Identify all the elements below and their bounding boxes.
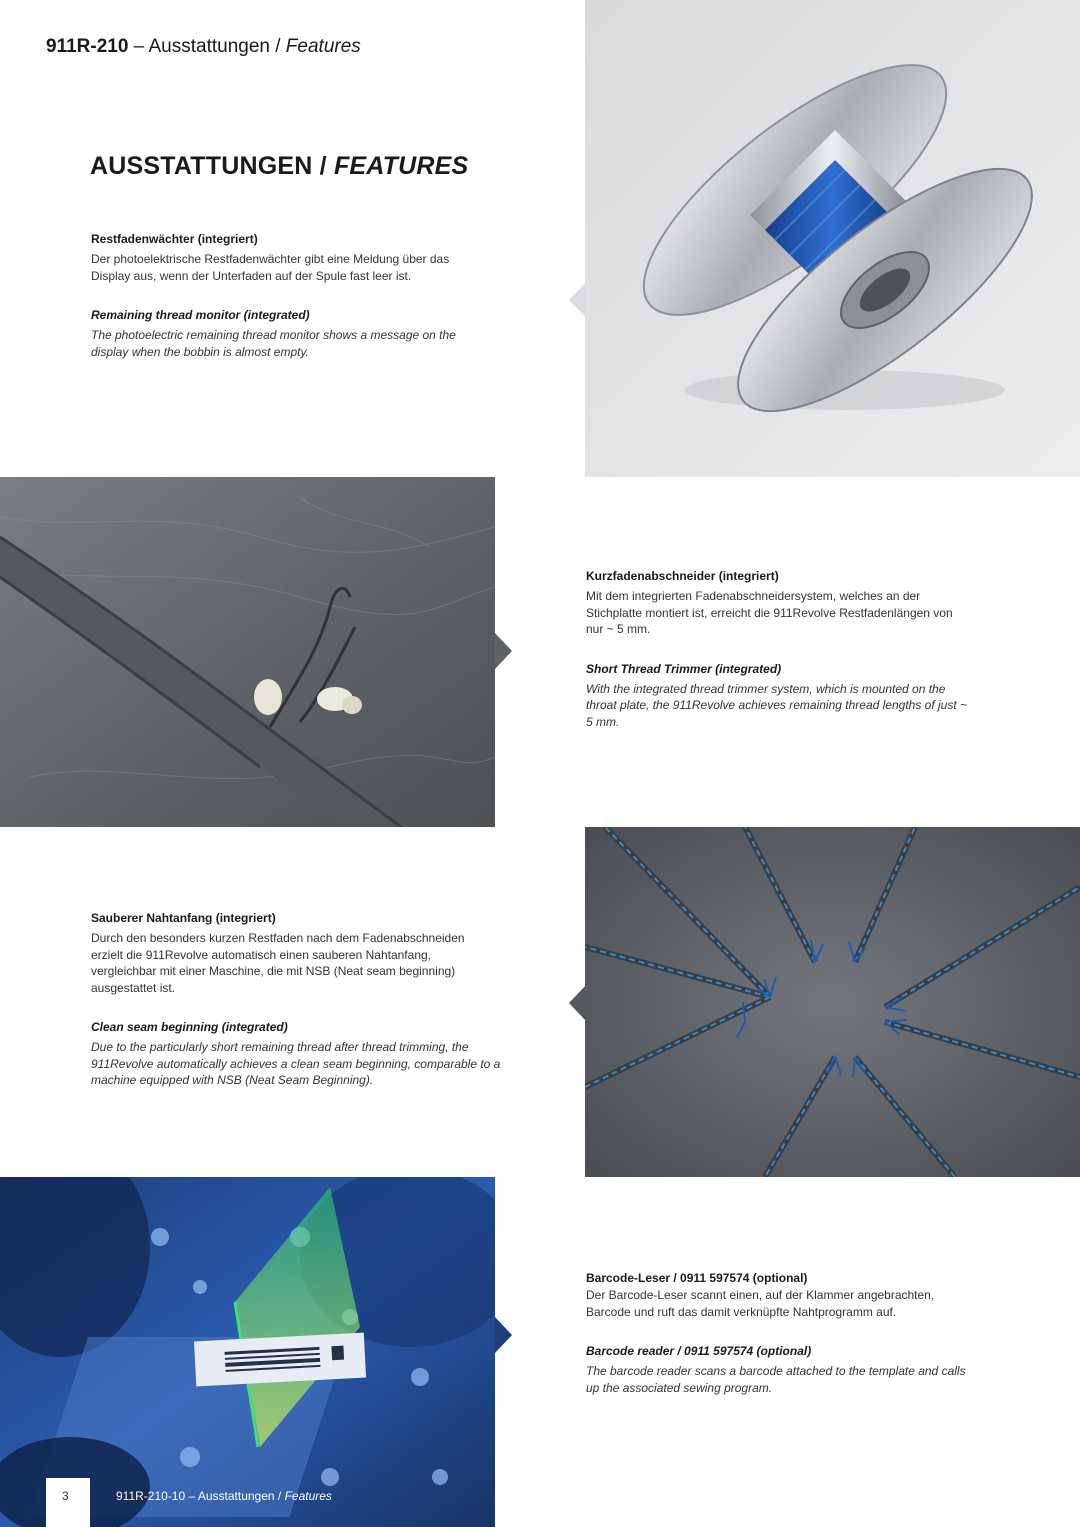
feature-barcode-reader xyxy=(586,1271,970,1396)
footer-text xyxy=(116,1489,332,1503)
pointer-arrow-3 xyxy=(569,985,586,1021)
feature-text-de: Durch den besonders kurzen Restfaden nach dem Fadenabschneiden erzielt die 911Revolve automatisch einen sauberen Nahtanfang, vergleichbar mit einer Maschine, die mit NSB (Neat seam beginning) ausgestattet ist. xyxy=(91,931,465,995)
footer-title-en: Features xyxy=(284,1489,332,1503)
feature-text-en: The barcode reader scans a barcode attached to the template and calls up the associated sewing program. xyxy=(586,1364,966,1395)
header-separator: – Ausstattungen / xyxy=(128,36,286,57)
feature-text-en: With the integrated thread trimmer system, which is mounted on the throat plate, the 911Revolve achieves remaining thread lengths of just ~ 5 mm. xyxy=(586,681,968,729)
feature-title-en: Short Thread Trimmer (integrated) xyxy=(586,661,782,676)
feature-title-en: Barcode reader / 0911 597574 (optional) xyxy=(586,1344,812,1358)
feature-clean-seam-beginning xyxy=(91,911,501,1089)
feature-title-en: Clean seam beginning (integrated) xyxy=(91,1020,288,1034)
feature-remaining-thread-monitor xyxy=(91,232,491,360)
feature-text-en: Due to the particularly short remaining thread after thread trimming, the 911Revolve automatically achieves a clean seam beginning, comparable to a machine equipped with NSB (Neat Seam Beginning). xyxy=(91,1040,501,1087)
bobbin-photo xyxy=(585,0,1080,477)
barcode-scanner-photo xyxy=(0,1177,495,1527)
pointer-arrow-2 xyxy=(495,633,512,669)
header-model: 911R-210 xyxy=(46,36,129,57)
feature-title-de: Kurzfadenabschneider (integriert) xyxy=(586,569,779,583)
pointer-arrow-4 xyxy=(495,1317,512,1353)
feature-text-de: Der photoelektrische Restfadenwächter gibt eine Meldung über das Display aus, wenn der Unterfaden auf der Spule fast leer ist. xyxy=(91,252,450,283)
feature-title-de: Restfadenwächter (integriert) xyxy=(91,232,258,246)
page-title xyxy=(90,152,468,181)
thread-trim-photo xyxy=(0,477,495,827)
document-header xyxy=(46,36,361,58)
seam-star-photo xyxy=(585,827,1080,1177)
page-title-de: AUSSTATTUNGEN / xyxy=(90,152,334,180)
page-number: 3 xyxy=(62,1489,69,1503)
feature-text-de: Mit dem integrierten Fadenabschneidersystem, welches an der Stichplatte montiert ist, erreicht die 911Revolve Restfadenlängen von nur ~ 5 mm. xyxy=(586,589,953,636)
feature-title-de: Barcode-Leser / 0911 597574 (optional) xyxy=(586,1271,808,1285)
feature-text-en: The photoelectric remaining thread monitor shows a message on the display when the bobbin is almost empty. xyxy=(91,328,456,359)
footer-doc-code: 911R-210-10 – Ausstattungen / xyxy=(116,1489,285,1503)
feature-short-thread-trimmer xyxy=(586,569,970,730)
feature-title-en: Remaining thread monitor (integrated) xyxy=(91,308,310,322)
feature-text-de: Der Barcode-Leser scannt einen, auf der Klammer angebrachten, Barcode und ruft das damit verknüpfte Nahtprogramm auf. xyxy=(586,1288,935,1319)
header-title-en: Features xyxy=(285,36,361,57)
page-title-en: FEATURES xyxy=(333,152,469,180)
pointer-arrow-1 xyxy=(569,282,586,318)
feature-title-de: Sauberer Nahtanfang (integriert) xyxy=(91,911,276,925)
